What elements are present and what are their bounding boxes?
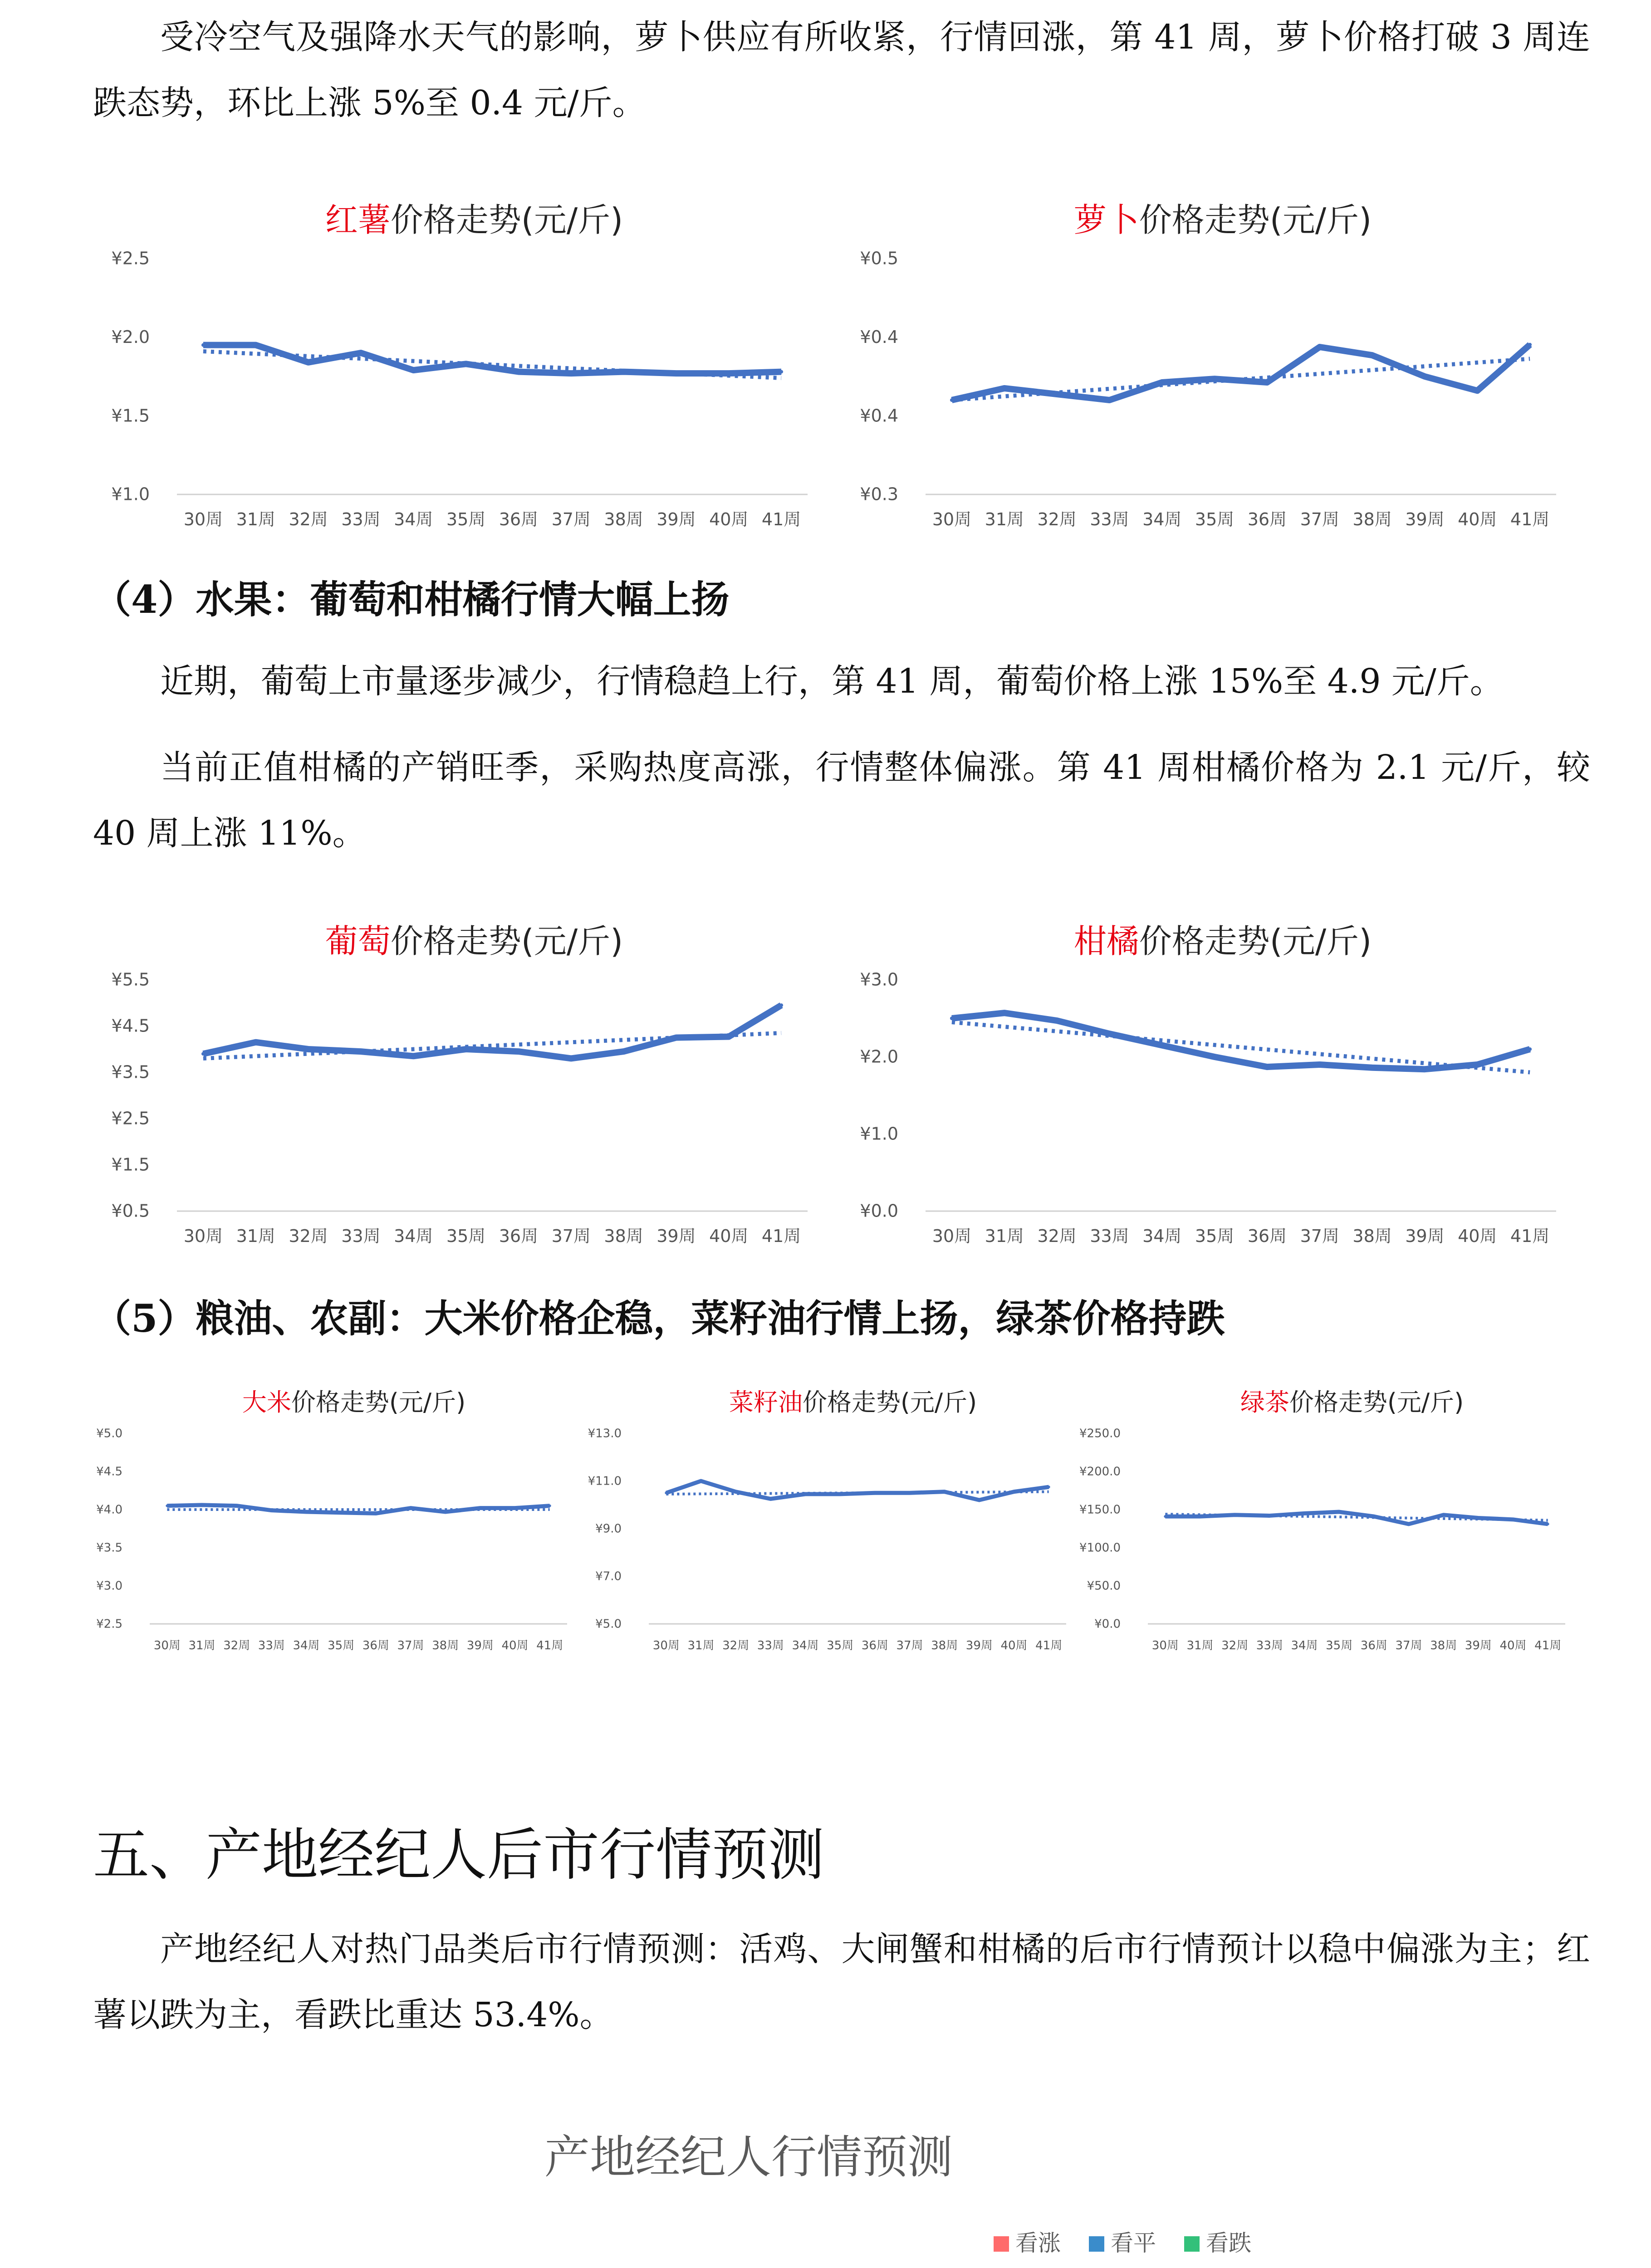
price-point (1475, 1063, 1479, 1066)
price-point (1003, 386, 1006, 390)
x-tick-label: 35周 (1195, 509, 1235, 529)
price-point (514, 1507, 516, 1510)
legend-label: 看平 (1111, 2230, 1156, 2256)
price-point (1055, 392, 1059, 396)
price-point (359, 1050, 363, 1053)
chart-title-item: 萝卜 (1073, 201, 1139, 239)
price-point (674, 1036, 678, 1040)
price-point (779, 1003, 783, 1007)
y-tick-label: ¥0.3 (860, 484, 898, 504)
x-tick-label: 37周 (397, 1639, 424, 1652)
y-tick-label: ¥2.5 (111, 248, 150, 269)
price-point (1371, 1066, 1374, 1070)
x-tick-label: 38周 (604, 509, 643, 529)
price-point (307, 361, 310, 364)
price-point (839, 1493, 842, 1496)
x-tick-label: 30周 (183, 1226, 223, 1246)
x-tick-label: 39周 (656, 1226, 696, 1246)
paragraph-citrus: 当前正值柑橘的产销旺季，采购热度高涨，行情整体偏涨。第 41 周柑橘价格为 2.1 元/斤，较 40 周上涨 11%。 (93, 748, 1590, 853)
price-point (950, 398, 954, 402)
price-point (700, 1480, 702, 1482)
y-tick-label: ¥11.0 (588, 1474, 622, 1488)
x-tick-label: 31周 (985, 509, 1024, 529)
price-point (978, 1499, 980, 1501)
x-tick-label: 40周 (709, 1226, 749, 1246)
price-point (549, 1505, 551, 1507)
price-series-line (203, 1005, 781, 1058)
price-point (1442, 1514, 1445, 1516)
y-tick-label: ¥50.0 (1087, 1579, 1121, 1593)
chart-sweet-potato (86, 195, 826, 544)
y-tick-label: ¥3.0 (860, 969, 898, 990)
legend-swatch (1089, 2236, 1104, 2252)
price-point (1318, 1063, 1322, 1066)
chart-title-item: 菜籽油 (729, 1388, 803, 1417)
price-point (1164, 1515, 1166, 1518)
x-tick-label: 36周 (499, 509, 539, 529)
x-tick-label: 36周 (499, 1226, 539, 1246)
x-tick-label: 40周 (1499, 1639, 1527, 1652)
x-tick-label: 40周 (1458, 509, 1497, 529)
heading-fruit: （4）水果：葡萄和柑橘行情大幅上扬 (93, 577, 730, 622)
x-tick-label: 31周 (188, 1639, 216, 1652)
x-tick-label: 33周 (341, 509, 381, 529)
price-point (1268, 1514, 1271, 1517)
price-point (804, 1493, 807, 1496)
x-tick-label: 38周 (1430, 1639, 1457, 1652)
price-point (1107, 398, 1111, 402)
x-tick-label: 34周 (1142, 509, 1182, 529)
price-point (254, 343, 258, 347)
price-point (201, 343, 205, 347)
x-tick-label: 37周 (1300, 509, 1339, 529)
x-tick-label: 38周 (432, 1639, 459, 1652)
price-point (517, 370, 520, 374)
price-point (412, 1054, 415, 1058)
y-tick-label: ¥0.5 (860, 248, 898, 269)
y-tick-label: ¥100.0 (1079, 1541, 1121, 1555)
price-point (359, 351, 363, 355)
x-tick-label: 38周 (1352, 509, 1392, 529)
y-tick-label: ¥2.5 (111, 1108, 150, 1129)
price-point (622, 1050, 626, 1053)
price-point (307, 1047, 310, 1051)
section-heading-forecast: 五、产地经纪人后市行情预测 (93, 1823, 825, 1888)
price-point (464, 362, 468, 366)
price-point (517, 1050, 520, 1053)
x-tick-label: 31周 (236, 1226, 275, 1246)
y-tick-label: ¥2.5 (96, 1617, 122, 1631)
y-tick-label: ¥2.0 (111, 327, 150, 347)
x-tick-label: 41周 (761, 1226, 801, 1246)
x-tick-label: 41周 (1534, 1639, 1562, 1652)
x-tick-label: 33周 (341, 1226, 381, 1246)
x-tick-label: 30周 (652, 1639, 680, 1652)
x-tick-label: 30周 (183, 509, 223, 529)
price-point (1371, 353, 1374, 357)
price-point (1423, 375, 1426, 378)
price-point (305, 1510, 308, 1513)
price-point (779, 370, 783, 374)
paragraph-grape: 近期，葡萄上市量逐步减少，行情稳趋上行，第 41 周，葡萄价格上涨 15%至 4.9 元/斤。 (160, 662, 1504, 701)
x-tick-label: 34周 (394, 509, 433, 529)
price-point (1055, 1019, 1059, 1022)
chart-title (325, 922, 623, 960)
y-tick-label: ¥5.5 (111, 969, 150, 990)
price-point (569, 371, 573, 375)
chart-title-item: 柑橘 (1073, 922, 1139, 960)
price-point (464, 1047, 468, 1051)
price-point (873, 1491, 876, 1494)
price-point (1528, 343, 1532, 347)
x-tick-label: 38周 (931, 1639, 958, 1652)
y-tick-label: ¥0.0 (860, 1201, 898, 1221)
x-tick-label: 34周 (1142, 1226, 1182, 1246)
price-point (412, 368, 415, 372)
x-tick-label: 36周 (1247, 1226, 1287, 1246)
x-tick-label: 39周 (1465, 1639, 1492, 1652)
x-tick-label: 40周 (1000, 1639, 1028, 1652)
y-tick-label: ¥1.0 (111, 484, 150, 504)
chart-rice (86, 1383, 585, 1674)
price-point (235, 1505, 238, 1507)
x-tick-label: 35周 (446, 509, 486, 529)
x-tick-label: 31周 (985, 1226, 1024, 1246)
price-point (166, 1505, 168, 1507)
chart-title-item: 红薯 (325, 201, 391, 239)
x-tick-label: 35周 (446, 1226, 486, 1246)
chart-citrus (835, 916, 1574, 1261)
legend-label: 看涨 (1015, 2230, 1061, 2256)
y-tick-label: ¥150.0 (1079, 1503, 1121, 1517)
y-tick-label: ¥5.0 (96, 1427, 122, 1441)
y-tick-label: ¥4.5 (96, 1465, 122, 1479)
paragraph-forecast: 产地经纪人对热门品类后市行情预测：活鸡、大闸蟹和柑橘的后市行情预计以稳中偏涨为主；红薯以跌为主，看跌比重达 53.4%。 (93, 1930, 1590, 2034)
price-point (1372, 1515, 1375, 1518)
x-tick-label: 34周 (394, 1226, 433, 1246)
x-tick-label: 38周 (604, 1226, 643, 1246)
chart-title (729, 1388, 977, 1417)
x-tick-label: 30周 (932, 1226, 972, 1246)
price-point (444, 1510, 447, 1513)
x-tick-label: 30周 (153, 1639, 181, 1652)
price-point (1013, 1491, 1015, 1493)
chart-title: 产地经纪人行情预测 (544, 2131, 953, 2184)
x-tick-label: 32周 (223, 1639, 250, 1652)
x-tick-label: 32周 (1037, 509, 1077, 529)
x-tick-label: 37周 (1395, 1639, 1422, 1652)
price-point (622, 370, 626, 374)
x-tick-label: 39周 (466, 1639, 494, 1652)
x-tick-label: 33周 (757, 1639, 784, 1652)
chart-title-rest: 价格走势(元/斤) (291, 1388, 466, 1417)
price-point (1303, 1512, 1306, 1515)
chart-title-rest: 价格走势(元/斤) (802, 1388, 977, 1417)
price-point (943, 1491, 946, 1493)
chart-title-item: 绿茶 (1240, 1388, 1289, 1417)
y-tick-label: ¥0.4 (860, 327, 898, 347)
chart-title-item: 葡萄 (325, 922, 391, 960)
x-tick-label: 41周 (1035, 1639, 1063, 1652)
x-tick-label: 39周 (656, 509, 696, 529)
y-tick-label: ¥4.0 (96, 1503, 122, 1517)
x-tick-label: 39周 (965, 1639, 993, 1652)
x-tick-label: 35周 (827, 1639, 854, 1652)
x-tick-label: 31周 (1186, 1639, 1214, 1652)
y-tick-label: ¥1.0 (860, 1124, 898, 1144)
x-tick-label: 35周 (328, 1639, 355, 1652)
x-tick-label: 34周 (792, 1639, 819, 1652)
chart-title-rest: 价格走势(元/斤) (390, 922, 623, 960)
y-tick-label: ¥4.5 (111, 1016, 150, 1036)
price-point (1547, 1523, 1549, 1525)
x-tick-label: 32周 (722, 1639, 750, 1652)
y-tick-label: ¥0.4 (860, 406, 898, 426)
price-point (1160, 381, 1164, 384)
x-tick-label: 32周 (1037, 1226, 1077, 1246)
price-point (908, 1491, 911, 1494)
chart-broker-forecast (358, 2105, 1375, 2268)
y-tick-label: ¥3.0 (96, 1579, 122, 1593)
y-tick-label: ¥2.0 (860, 1046, 898, 1067)
chart-green-tea (1079, 1383, 1583, 1674)
x-tick-label: 40周 (1458, 1226, 1497, 1246)
chart-title (325, 201, 623, 239)
y-tick-label: ¥1.5 (111, 1154, 150, 1175)
y-tick-label: ¥9.0 (595, 1522, 622, 1536)
x-tick-label: 30周 (1151, 1639, 1179, 1652)
x-tick-label: 41周 (536, 1639, 563, 1652)
price-series-line (952, 345, 1530, 400)
x-tick-label: 40周 (501, 1639, 529, 1652)
x-tick-label: 35周 (1326, 1639, 1353, 1652)
x-tick-label: 37周 (896, 1639, 923, 1652)
chart-title (1074, 922, 1372, 960)
x-tick-label: 41周 (761, 509, 801, 529)
y-tick-label: ¥7.0 (595, 1569, 622, 1584)
paragraph-radish: 受冷空气及强降水天气的影响，萝卜供应有所收紧，行情回涨，第 41 周，萝卜价格打破 3 周连跌态势，环比上涨 5%至 0.4 元/斤。 (93, 18, 1590, 122)
chart-radish (835, 195, 1574, 544)
x-tick-label: 37周 (551, 509, 591, 529)
x-tick-label: 37周 (551, 1226, 591, 1246)
y-tick-label: ¥1.5 (111, 406, 150, 426)
price-point (1213, 377, 1216, 381)
x-tick-label: 33周 (1256, 1639, 1283, 1652)
y-tick-label: ¥0.5 (111, 1201, 150, 1221)
x-tick-label: 35周 (1195, 1226, 1235, 1246)
chart-title-rest: 价格走势(元/斤) (1139, 922, 1372, 960)
y-tick-label: ¥0.0 (1094, 1617, 1121, 1631)
x-tick-label: 32周 (1221, 1639, 1249, 1652)
price-point (1160, 1044, 1164, 1047)
x-tick-label: 36周 (1360, 1639, 1387, 1652)
price-point (665, 1491, 667, 1494)
y-tick-label: ¥5.0 (595, 1617, 622, 1631)
heading-grain-oil: （5）粮油、农副：大米价格企稳，菜籽油行情上扬，绿茶价格持跌 (93, 1296, 1225, 1341)
x-tick-label: 33周 (1090, 1226, 1129, 1246)
y-tick-label: ¥3.5 (111, 1062, 150, 1082)
x-tick-label: 40周 (709, 509, 749, 529)
price-point (201, 1052, 205, 1056)
x-tick-label: 31周 (687, 1639, 715, 1652)
price-series-line (952, 1013, 1530, 1069)
price-point (950, 1017, 954, 1020)
chart-title-rest: 价格走势(元/斤) (390, 201, 623, 239)
legend-swatch (994, 2236, 1009, 2252)
price-point (674, 371, 678, 375)
x-tick-label: 30周 (932, 509, 972, 529)
price-point (1477, 1516, 1480, 1519)
price-point (769, 1497, 772, 1500)
price-point (1003, 1011, 1006, 1015)
x-tick-label: 39周 (1405, 509, 1445, 529)
price-point (1265, 381, 1269, 384)
x-tick-label: 32周 (289, 509, 328, 529)
x-tick-label: 41周 (1510, 1226, 1550, 1246)
price-point (1234, 1514, 1236, 1516)
price-point (201, 1504, 203, 1506)
x-tick-label: 37周 (1300, 1226, 1339, 1246)
y-tick-label: ¥200.0 (1079, 1465, 1121, 1479)
chart-grape (86, 916, 826, 1261)
legend-swatch (1184, 2236, 1200, 2252)
x-tick-label: 36周 (1247, 509, 1287, 529)
chart-title (1074, 201, 1372, 239)
x-tick-label: 36周 (362, 1639, 389, 1652)
price-point (1265, 1065, 1269, 1069)
price-point (1107, 1032, 1111, 1036)
price-point (1475, 389, 1479, 392)
price-series-line (203, 345, 781, 373)
price-point (479, 1507, 481, 1510)
x-tick-label: 34周 (293, 1639, 320, 1652)
price-point (1338, 1510, 1341, 1513)
x-tick-label: 38周 (1352, 1226, 1392, 1246)
chart-title-rest: 价格走势(元/斤) (1289, 1388, 1464, 1417)
x-tick-label: 41周 (1510, 509, 1550, 529)
price-point (1199, 1515, 1201, 1518)
x-tick-label: 36周 (861, 1639, 888, 1652)
y-tick-label: ¥250.0 (1079, 1427, 1121, 1441)
price-point (727, 371, 730, 375)
price-point (727, 1035, 730, 1038)
x-tick-label: 39周 (1405, 1226, 1445, 1246)
x-tick-label: 33周 (258, 1639, 285, 1652)
y-tick-label: ¥13.0 (588, 1427, 622, 1441)
chart-title (1240, 1388, 1464, 1417)
price-point (374, 1512, 377, 1515)
price-point (1318, 345, 1322, 349)
price-point (1407, 1523, 1410, 1525)
price-series-line (666, 1481, 1048, 1500)
chart-title (242, 1388, 465, 1417)
price-point (735, 1491, 737, 1493)
x-tick-label: 34周 (1291, 1639, 1318, 1652)
x-tick-label: 33周 (1090, 509, 1129, 529)
price-point (1528, 1047, 1532, 1051)
chart-title-rest: 价格走势(元/斤) (1139, 201, 1372, 239)
price-point (1213, 1055, 1216, 1059)
chart-title-item: 大米 (242, 1388, 291, 1417)
chart-rapeseed-oil (585, 1383, 1084, 1674)
price-point (1423, 1067, 1426, 1071)
price-point (569, 1056, 573, 1060)
legend-label: 看跌 (1206, 2230, 1251, 2256)
x-tick-label: 32周 (289, 1226, 328, 1246)
price-point (254, 1041, 258, 1044)
y-tick-label: ¥3.5 (96, 1541, 122, 1555)
price-point (409, 1507, 412, 1510)
x-tick-label: 31周 (236, 509, 275, 529)
price-point (1048, 1486, 1050, 1488)
price-point (1512, 1518, 1514, 1521)
price-point (270, 1509, 273, 1512)
price-point (340, 1511, 343, 1514)
